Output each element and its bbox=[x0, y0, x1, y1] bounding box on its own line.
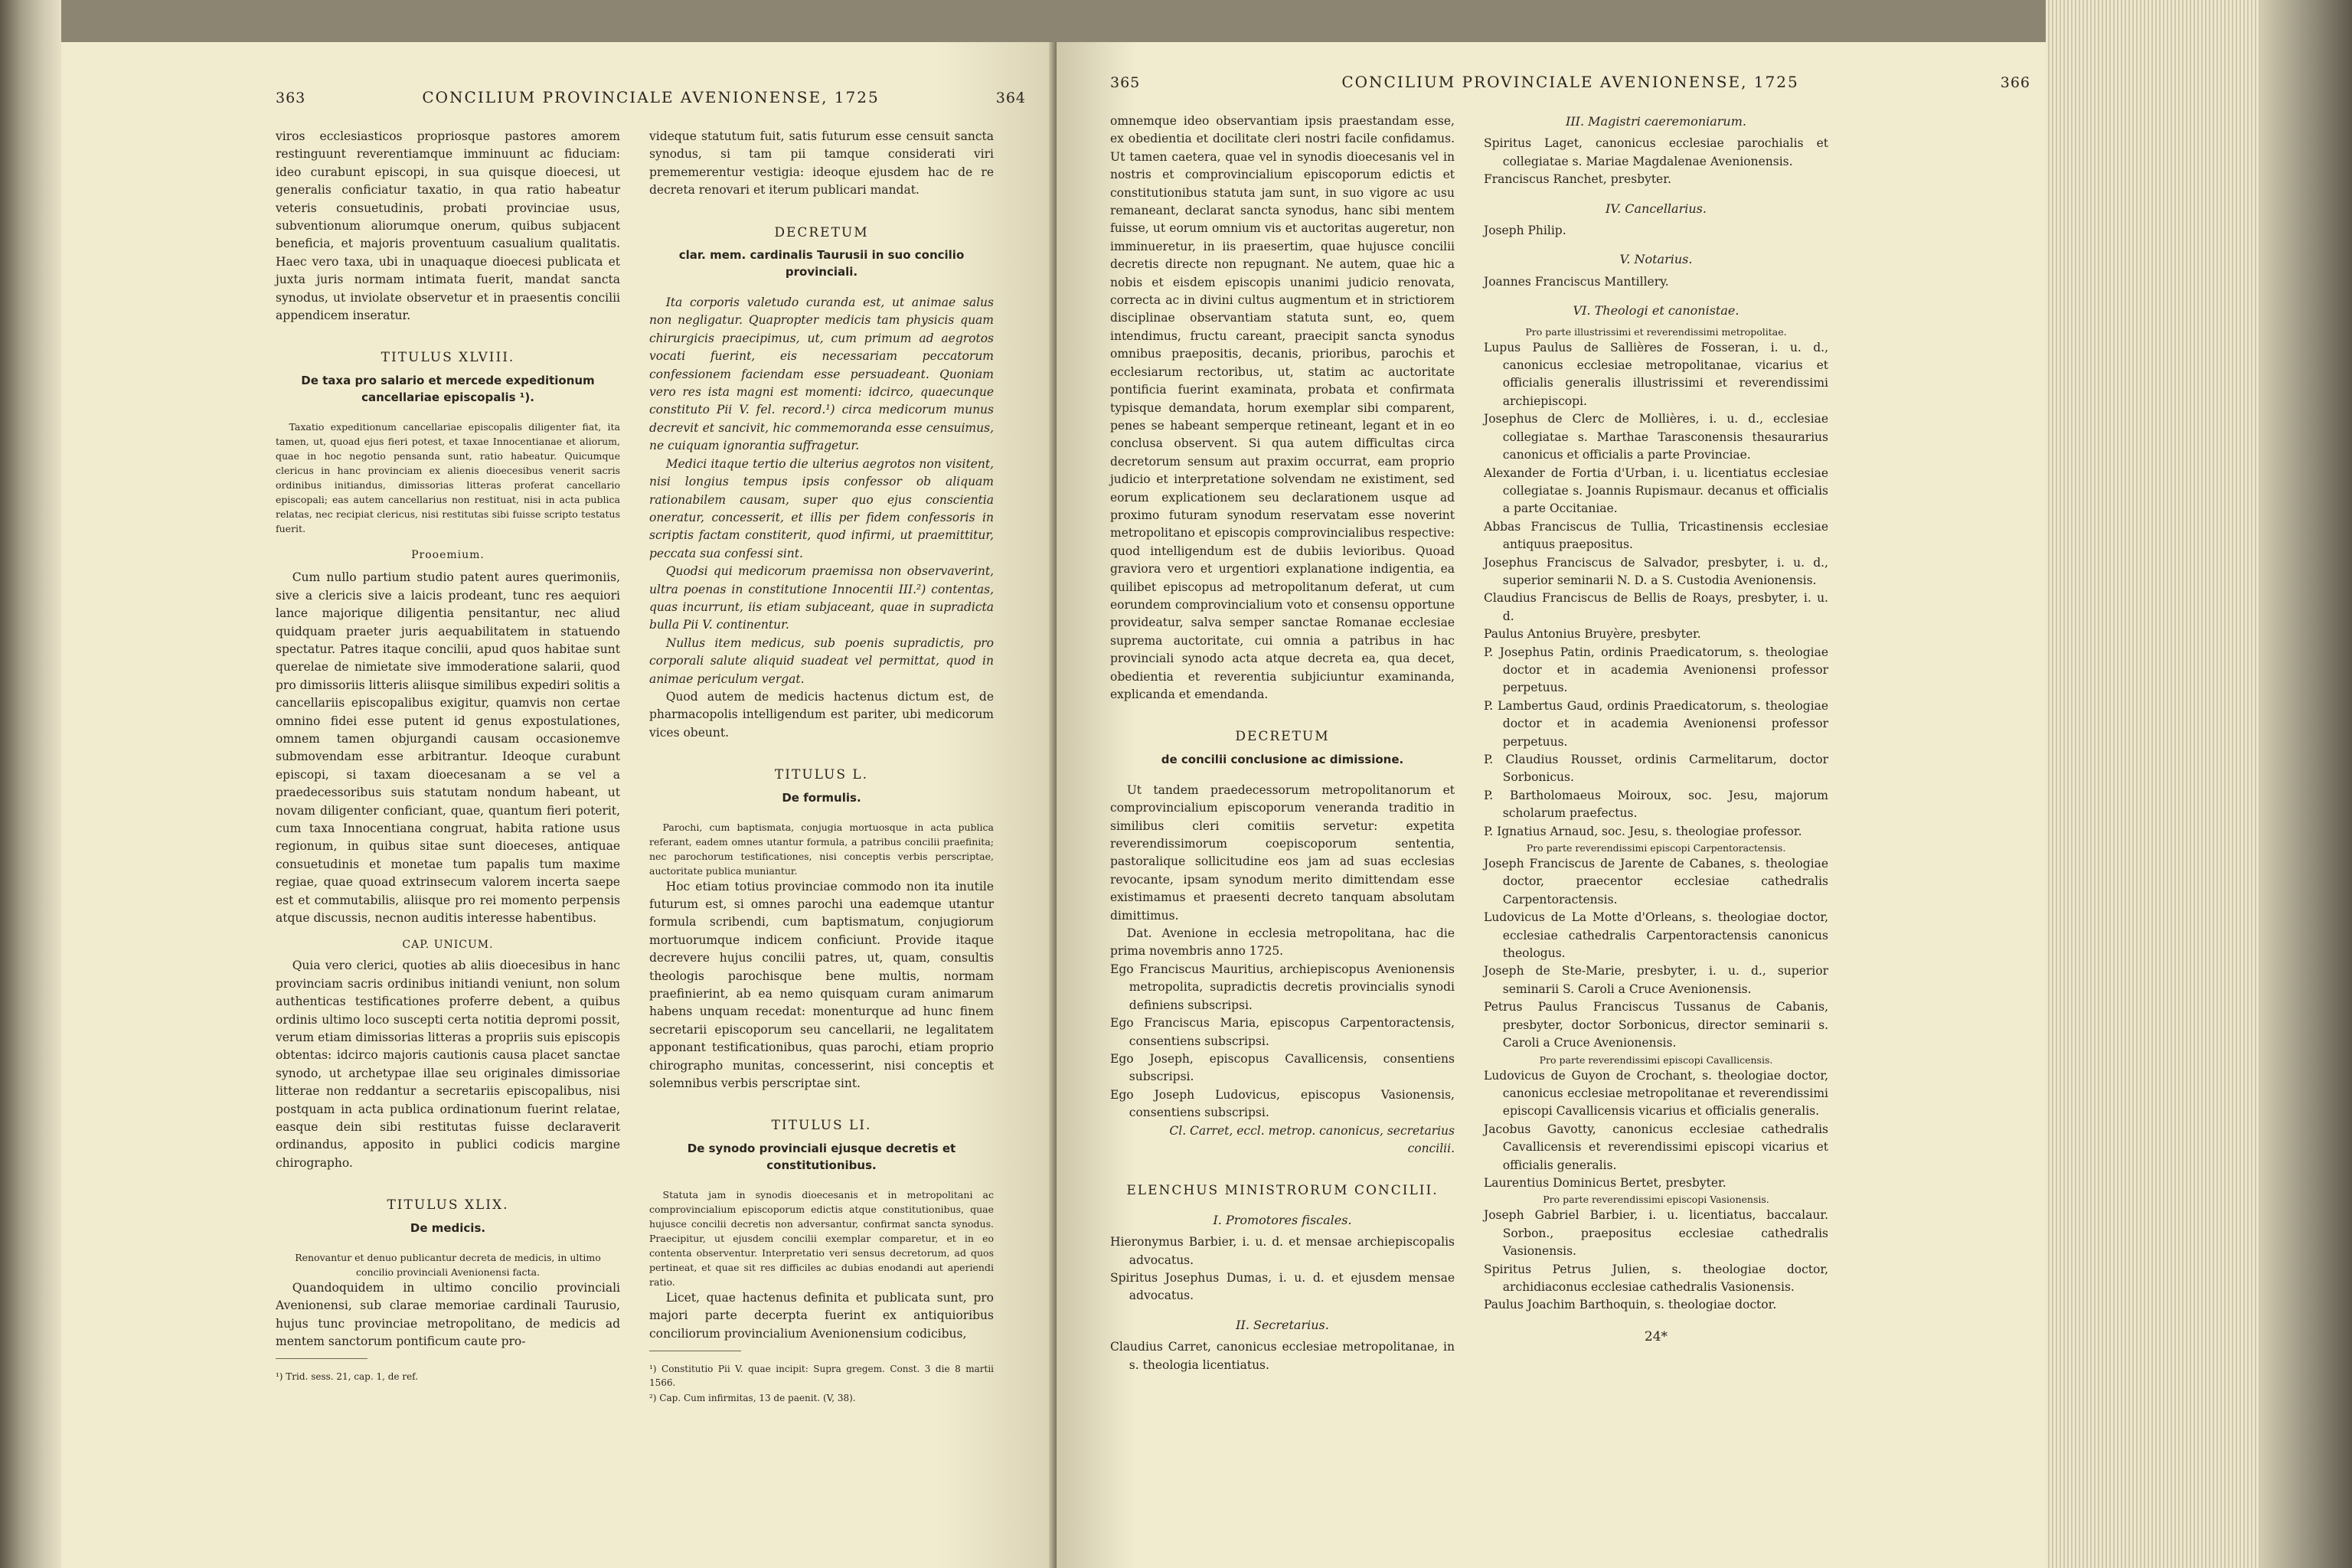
section-heading: III. Magistri caeremoniarum. bbox=[1566, 114, 1746, 129]
section-heading: VI. Theologi et canonistae. bbox=[1573, 303, 1740, 318]
paragraph: omnemque ideo observantiam ipsis praestandam esse, ex obedientia et docilitate cleri nostri facile confidamus. Ut tamen caetera, quae vel in synodis dioecesanis vel in nostris et comprovincialium episcoporum edictis et constitutionibus statuta jam sunt, in suo vigore ac usu remaneant, declarat sancta synodus, hanc sibi mentem fuisse, ut eorum omnium vis et auctoritas augeretur, non imminueretur, in iis praesertim, quae hujusce concilii decretis directe non repugnant. Ne autem, quae hic a nobis et eisdem episcopis unanimi judicio renovata, correcta ac in divini cultus augmentum et in strictiorem disciplinae observantiam statuta sunt, eo, quem intendimus, fructu careant, praecipit sancta synodus omnibus praepositis, decanis, prioribus, parochis et ecclesiarum rectoribus, ut, statim ac auctoritate pontificia fuerint examinata, probata et confirmata typisque demandata, horum exemplar sibi comparent, penes se habeant semperque retineant, legant et in eo conclusa observent. Si qua autem difficultas circa decretorum sensum aut praxim occurrat, eam proprio judicio et interpretatione solvendam ne existiment, sed eorum explicationem seu declarationem usque ad proximo futuram synodum reservatam esse noverint metropolitano et episcopis comprovincialibus respective: quod intelligendum est de dubiis levioribus. Quoad graviora vero et urgentiori explanatione indigentia, ea quilibet episcopus ad metropolitanum deferat, ut cum eorundem comprovincialium voto et consensu opportune provideatur, salva semper sanctae Romanae ecclesiae suprema auctoritate, cui omnia a patribus in hac provinciali synodo acta atque decreta ea, qua decet, obedientia et reverentia subjiciuntur examinanda, explicanda et emendanda. bbox=[1110, 114, 1455, 701]
running-title: CONCILIUM PROVINCIALE AVENIONENSE, 1725 bbox=[1341, 73, 1799, 91]
signature-entry: Ego Joseph, episcopus Cavallicensis, consentiens subscripsi. bbox=[1110, 1051, 1455, 1084]
secretary-signature: Cl. Carret, eccl. metrop. canonicus, secretarius concilii. bbox=[1169, 1123, 1455, 1155]
right-column-2 bbox=[1484, 113, 1828, 1374]
paragraph: Medici itaque tertio die ulterius aegrotos non visitent, nisi longius tempus ipsis confessor ob aliquam rationabilem causam, super quo ejus conscientia oneratur, concesserit, et illis per fidem confessoris in scriptis factam constiterit, quod infirmi, ut praemittitur, peccata sua confessi sint. bbox=[649, 456, 994, 560]
decretum-heading: DECRETUM bbox=[1235, 729, 1330, 745]
running-title: CONCILIUM PROVINCIALE AVENIONENSE, 1725 bbox=[422, 88, 880, 106]
decretum-heading: DECRETUM bbox=[774, 224, 869, 240]
summary: Taxatio expeditionum cancellariae episcopalis diligenter fiat, ita tamen, ut, quoad ejus fieri potest, et taxae Innocentianae et aliorum, quae in hoc negotio pensanda sunt, ratio habeatur. Quicumque clericus in hanc provinciam ex alienis dioecesibus venerit sacris ordinibus initiandus, dimissorias litteras proferat cancellario episcopali; eas autem cancellarius non restituat, nisi in acta publica relatas, nec recipiat clericus, nisi restitutas sibi fuisse scripto testatus fuerit. bbox=[276, 420, 620, 534]
page-number-365: 365 bbox=[1110, 74, 1141, 91]
list-item: Franciscus Ranchet, presbyter. bbox=[1484, 172, 1671, 187]
signature-entry: Ego Joseph Ludovicus, episcopus Vasionensis, consentiens subscripsi. bbox=[1110, 1087, 1455, 1120]
cap-heading: CAP. UNICUM. bbox=[402, 939, 494, 952]
list-item: Abbas Franciscus de Tullia, Tricastinensis ecclesiae antiquus praepositus. bbox=[1484, 519, 1828, 552]
list-item: Ludovicus de La Motte d'Orleans, s. theologiae doctor, ecclesiae cathedralis Carpentoractensis canonicus theologus. bbox=[1484, 910, 1828, 961]
list-item: Joannes Franciscus Mantillery. bbox=[1484, 274, 1669, 289]
list-item: Hieronymus Barbier, i. u. d. et mensae archiepiscopalis advocatus. bbox=[1110, 1235, 1455, 1267]
summary: Statuta jam in synodis dioecesanis et in metropolitani ac comprovincialium episcoporum edictis atque constitutionibus, quae hujusce concilii decretis non adversantur, confirmat sancta synodus. Praecipitur, ut ejusdem concilii exemplar comparetur, et in eo contenta observentur. Interpretatio veri sensus decretorum, ad quos pertineat, et quae sit res difficiles ac dubias enodandi aut aperiendi ratio. bbox=[649, 1188, 994, 1288]
paragraph: Nullus item medicus, sub poenis supradictis, pro corporali salute aliquid suadeat vel permittat, quod in animae periculum vergat. bbox=[649, 635, 994, 686]
list-item: Lupus Paulus de Sallières de Fosseran, i. u. d., canonicus ecclesiae metropolitanae, vicarius et officialis generalis illustrissimi et reverendissimi archiepiscopi. bbox=[1484, 340, 1828, 408]
titulus-heading: TITULUS XLVIII. bbox=[381, 350, 515, 366]
book-edge-left bbox=[0, 0, 61, 1568]
footnote-rule bbox=[276, 1358, 368, 1359]
titulus-subheading: De synodo provinciali ejusque decretis et constitutionibus. bbox=[687, 1141, 956, 1172]
page-number-363: 363 bbox=[276, 90, 306, 106]
group-heading: Pro parte reverendissimi episcopi Vasionensis. bbox=[1543, 1194, 1769, 1206]
paragraph: Dat. Avenione in ecclesia metropolitana, hac die prima novembris anno 1725. bbox=[1110, 926, 1455, 959]
titulus-subheading: De formulis. bbox=[782, 790, 861, 805]
list-item: Joseph Gabriel Barbier, i. u. licentiatus, baccalaur. Sorbon., praepositus ecclesiae cathedralis Vasionensis. bbox=[1484, 1208, 1828, 1259]
list-item: Joseph de Ste-Marie, presbyter, i. u. d., superior seminarii S. Caroli a Cruce Avenionensis. bbox=[1484, 964, 1828, 996]
list-item: Jacobus Gavotty, canonicus ecclesiae cathedralis Cavallicensis et reverendissimi episcopi vicarius et officialis generalis. bbox=[1484, 1122, 1828, 1172]
summary: Renovantur et denuo publicantur decreta de medicis, in ultimo concilio provinciali Avenionensi facta. bbox=[295, 1251, 601, 1278]
elenchus-heading: ELENCHUS MINISTRORUM CONCILII. bbox=[1126, 1183, 1439, 1199]
paragraph: Licet, quae hactenus definita et publicata sunt, pro majori parte decerpta fuerint ex antiquioribus conciliorum provincialium Avenionensium codicibus, bbox=[649, 1290, 994, 1341]
right-column-1 bbox=[1110, 113, 1455, 1374]
group-heading: Pro parte reverendissimi episcopi Cavallicensis. bbox=[1539, 1054, 1773, 1066]
paragraph: Hoc etiam totius provinciae commodo non ita inutile futurum est, si omnes parochi una eademque utantur formula scribendi, cum baptismatum, conjugiorum mortuorumque indicem conficiunt. Provide itaque decrevere hujus concilii patres, ut, quam, consultis theologis parochisque bene multis, normam praefinierint, ab ea nemo quisquam curam animarum habens unquam recedat: monenturque ad hunc finem secretarii episcoporum seu cancellarii, ne legalitatem apponant testificationibus, quas parochi, etiam proprio chirographo munitas, concesserint, nisi conceptis et solemnibus verbis perscriptae sint. bbox=[649, 879, 994, 1091]
right-running-head bbox=[1110, 73, 2030, 91]
titulus-subheading: De taxa pro salario et mercede expeditionum cancellariae episcopalis ¹). bbox=[301, 373, 595, 404]
signature-entry: Ego Franciscus Maria, episcopus Carpentoractensis, consentiens subscripsi. bbox=[1110, 1016, 1455, 1048]
section-heading: I. Promotores fiscales. bbox=[1213, 1212, 1352, 1227]
list-item: Josephus de Clerc de Mollières, i. u. d., ecclesiae collegiatae s. Marthae Tarasconensis thesaurarius canonicus et officialis a parte Provinciae. bbox=[1484, 412, 1828, 462]
list-item: Josephus Franciscus de Salvador, presbyter, i. u. d., superior seminarii N. D. a S. Custodia Avenionensis. bbox=[1484, 555, 1828, 587]
titulus-subheading: De medicis. bbox=[410, 1220, 486, 1235]
footnote: ¹) Trid. sess. 21, cap. 1, de ref. bbox=[276, 1371, 419, 1383]
list-item: Spiritus Laget, canonicus ecclesiae parochialis et collegiatae s. Mariae Magdalenae Avenionensis. bbox=[1484, 136, 1828, 168]
signature-mark: 24* bbox=[1644, 1328, 1668, 1344]
list-item: P. Lambertus Gaud, ordinis Praedicatorum, s. theologiae doctor et in academia Avenionensi professor perpetuus. bbox=[1484, 698, 1828, 749]
list-item: Paulus Joachim Barthoquin, s. theologiae doctor. bbox=[1484, 1298, 1777, 1312]
summary: Parochi, cum baptismata, conjugia mortuosque in acta publica referant, eadem omnes utantur formula, a patribus concilii praefinita; nec parochorum testificationes, nisi conceptis verbis perscriptae, auctoritate publica muniantur. bbox=[649, 821, 994, 877]
list-item: Claudius Franciscus de Bellis de Roays, presbyter, i. u. d. bbox=[1484, 591, 1828, 623]
paragraph: Ita corporis valetudo curanda est, ut animae salus non negligatur. Quapropter medicis tam physicis quam chirurgicis praecipimus, ut, cum primum ad aegrotos vocati fuerint, eis necessariam peccatorum confessionem faciendam esse persuadeant. Quoniam vero res ista magni est momenti: idcirco, quaecunque constituto Pii V. fel. record.¹) circa medicorum munus decrevit et sancivit, hic commemoranda esse censuimus, ne cuiquam ignorantia suffragetur. bbox=[649, 296, 994, 453]
titulus-heading: TITULUS L. bbox=[774, 767, 869, 783]
footnote: ²) Cap. Cum infirmitas, 13 de paenit. (V, 38). bbox=[649, 1393, 856, 1404]
paragraph: videque statutum fuit, satis futurum esse censuit sancta synodus, si tam pii tamque considerati viri prememerentur vestigia: ideoque ejusdem hac de re decreta renovari et iterum publicari mandat. bbox=[649, 129, 994, 198]
left-page bbox=[61, 42, 1057, 1568]
signature-entry: Ego Franciscus Mauritius, archiepiscopus Avenionensis metropolita, supradictis decretis provincialis synodi definiens subscripsi. bbox=[1110, 962, 1455, 1012]
book-edge-right bbox=[2046, 0, 2352, 1568]
group-heading: Pro parte illustrissimi et reverendissimi metropolitae. bbox=[1525, 325, 1787, 338]
list-item: Petrus Paulus Franciscus Tussanus de Cabanis, presbyter, doctor Sorbonicus, director seminarii s. Caroli a Cruce Avenionensis. bbox=[1484, 1000, 1828, 1050]
prooemium-heading: Prooemium. bbox=[411, 548, 485, 561]
paragraph: Quia vero clerici, quoties ab aliis dioecesibus in hanc provinciam sacris ordinibus initiandi veniunt, non solum authenticas testificationes proferre debent, a quibus ordinis ultimo loco suscepti certa notitia depromi possit, verum etiam dimissorias litteras a propriis suis episcopis obtentas: idcirco majoris cautionis causa placet sanctae synodo, ut archetypae illae seu originales dimissoriae litterae non reddantur a secretariis episcopalibus, nisi postquam in acta publica ordinationum fuerint relatae, easque dein sibi restitutas fuisse declaraverit ordinandus, apposito in publici codicis margine chirographo. bbox=[276, 959, 620, 1170]
right-page bbox=[1057, 42, 2046, 1568]
left-column-2 bbox=[649, 128, 994, 1405]
section-heading: V. Notarius. bbox=[1619, 252, 1693, 267]
list-item: P. Josephus Patin, ordinis Praedicatorum, s. theologiae doctor et in academia Avenionensi professor perpetuus. bbox=[1484, 645, 1828, 695]
left-column-1 bbox=[276, 128, 620, 1405]
section-heading: II. Secretarius. bbox=[1236, 1317, 1329, 1332]
list-item: Spiritus Petrus Julien, s. theologiae doctor, archidiaconus ecclesiae cathedralis Vasionensis. bbox=[1484, 1262, 1828, 1294]
paragraph: Quodsi qui medicorum praemissa non observaverint, ultra poenas in constitutione Innocentii III.²) contentas, quas incurrunt, iis etiam subjaceant, quae in supradicta bulla Pii V. continentur. bbox=[649, 564, 994, 632]
list-item: P. Ignatius Arnaud, soc. Jesu, s. theologiae professor. bbox=[1484, 824, 1802, 838]
list-item: Claudius Carret, canonicus ecclesiae metropolitanae, in s. theologia licentiatus. bbox=[1110, 1340, 1455, 1372]
titulus-heading: TITULUS XLIX. bbox=[387, 1197, 509, 1214]
page-number-366: 366 bbox=[2000, 74, 2030, 91]
page-number-364: 364 bbox=[995, 90, 1026, 106]
list-item: P. Claudius Rousset, ordinis Carmelitarum, doctor Sorbonicus. bbox=[1484, 753, 1828, 785]
list-item: Laurentius Dominicus Bertet, presbyter. bbox=[1484, 1175, 1726, 1190]
list-item: Joseph Philip. bbox=[1484, 224, 1566, 238]
paragraph: Ut tandem praedecessorum metropolitanorum et comprovincialium episcoporum veneranda traditio in similibus cleri comitiis servetur: expetita reverendissimorum coepiscoporum sententia, pastoralique sollicitudine eos jam ad suas ecclesias revocante, ipsam synodum merito dimittendam esse existimamus et praesenti decreto tanquam absolutam dimittimus. bbox=[1110, 782, 1455, 923]
list-item: Paulus Antonius Bruyère, presbyter. bbox=[1484, 627, 1701, 642]
list-item: P. Bartholomaeus Moiroux, soc. Jesu, majorum scholarum praefectus. bbox=[1484, 788, 1828, 821]
paragraph: viros ecclesiasticos propriosque pastores amorem restinguunt reverentiamque imminuunt ac fiduciam: ideo curabunt episcopi, in sua quisque dioecesi, ut generalis conficiatur taxatio, in qua ratio habeatur veteris consuetudinis, probati provinciae usus, subventionum aliorumque onerum, quibus subjacent beneficia, et majoris proventuum casualium qualitatis. Haec vero taxa, ubi in unaquaque dioecesi publicata et juxta juris normam intimata fuerit, mandat sancta synodus, ut inviolate observetur et in praesentis concilii appendicem inseratur. bbox=[276, 129, 620, 323]
titulus-heading: TITULUS LI. bbox=[771, 1118, 872, 1134]
section-heading: IV. Cancellarius. bbox=[1606, 201, 1707, 216]
list-item: Joseph Franciscus de Jarente de Cabanes, s. theologiae doctor, praecentor ecclesiae cathedralis Carpentoractensis. bbox=[1484, 857, 1828, 906]
footnote: ¹) Constitutio Pii V. quae incipit: Supra gregem. Const. 3 die 8 martii 1566. bbox=[649, 1364, 994, 1389]
book-fold bbox=[2260, 0, 2352, 1568]
list-item: Alexander de Fortia d'Urban, i. u. licentiatus ecclesiae collegiatae s. Joannis Rupismaur. decanus et officialis a parte Occitaniae. bbox=[1484, 466, 1828, 516]
paragraph: Cum nullo partium studio patent aures querimoniis, sive a clericis sive a laicis prodeant, tunc res aequiori lance majorique diligentia pensitantur, nec aliud quidquam praeter juris aequabilitatem in statuendo spectatur. Patres itaque concilii, apud quos habitae sunt querelae de nimietate sive immoderatione salarii, quod pro dimissoriis litteris aliisque similibus expediri solitis a cancellariis episcopalibus exigitur, quamvis non certae omnino fidei esse putent id genus expostulationes, omnem tamen objurgandi causam occasionemve submovendam esse arbitrantur. Ideoque curabunt episcopi, si taxam dioecesanam a se vel a praedecessoribus suis statutam nondum habeant, ut novam diligenter conficiant, quae, quantum fieri poterit, cum taxa Innocentiana congruat, habita ratione usus regionum, in quibus sitae sunt dioeceses, antiquae consuetudinis et monetae tum papalis tum maxime regiae, quae quoad extrinsecum valorem incerta saepe est et commutabilis, aliisque pro rei momento perpensis atque discussis, necnon auditis interesse habentibus. bbox=[276, 570, 620, 925]
list-item: Ludovicus de Guyon de Crochant, s. theologiae doctor, canonicus ecclesiae metropolitanae et reverendissimi episcopi Cavallicensis vicarius et officialis generalis. bbox=[1484, 1068, 1828, 1119]
decretum-subheading: de concilii conclusione ac dimissione. bbox=[1161, 752, 1404, 766]
left-running-head bbox=[276, 88, 1026, 106]
list-item: Spiritus Josephus Dumas, i. u. d. et ejusdem mensae advocatus. bbox=[1110, 1270, 1455, 1303]
paragraph: Quod autem de medicis hactenus dictum est, de pharmacopolis intelligendum est pariter, ubi medicorum vices obeunt. bbox=[649, 689, 994, 740]
decretum-subheading: clar. mem. cardinalis Taurusii in suo concilio provinciali. bbox=[678, 248, 965, 279]
group-heading: Pro parte reverendissimi episcopi Carpentoractensis. bbox=[1526, 842, 1786, 854]
paragraph: Quandoquidem in ultimo concilio provinciali Avenionensi, sub clarae memoriae cardinali Taurusio, hujus tunc provinciae metropolitano, de medicis ad mentem sanctorum pontificum caute pro- bbox=[276, 1280, 620, 1348]
